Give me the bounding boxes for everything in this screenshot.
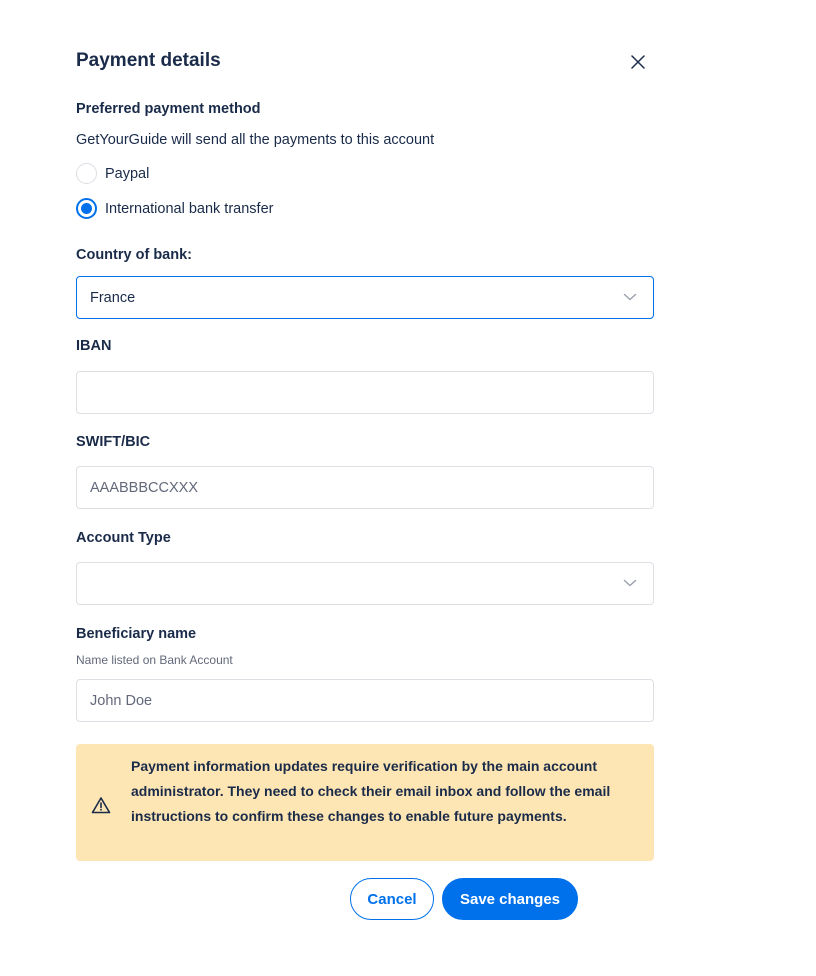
close-icon[interactable] — [628, 52, 648, 72]
cancel-button[interactable]: Cancel — [350, 878, 434, 920]
preferred-method-description: GetYourGuide will send all the payments to this account — [76, 132, 435, 148]
swift-input[interactable] — [90, 480, 610, 496]
notice-text: Payment information updates require verification by the main account administrator. They need to check their email inbox and follow the email instructions to confirm these changes to enable future payments. — [131, 758, 611, 824]
country-select[interactable] — [76, 276, 654, 319]
chevron-down-icon — [623, 578, 637, 588]
warning-icon — [91, 796, 111, 814]
beneficiary-label: Beneficiary name — [76, 626, 197, 642]
verification-notice — [76, 744, 654, 861]
preferred-method-label: Preferred payment method — [76, 101, 261, 117]
account-type-label: Account Type — [76, 530, 171, 546]
radio-option-bank-transfer[interactable] — [76, 198, 273, 219]
modal-title: Payment details — [76, 50, 221, 71]
iban-input[interactable] — [90, 385, 610, 401]
beneficiary-input[interactable] — [90, 693, 610, 709]
account-type-select[interactable] — [76, 562, 654, 605]
radio-paypal[interactable] — [76, 163, 97, 184]
country-value: France — [90, 289, 136, 306]
save-changes-button[interactable]: Save changes — [442, 878, 578, 920]
radio-label-bank-transfer: International bank transfer — [105, 200, 274, 217]
beneficiary-sublabel: Name listed on Bank Account — [76, 653, 233, 667]
chevron-down-icon — [623, 292, 637, 302]
country-label: Country of bank: — [76, 247, 192, 263]
iban-label: IBAN — [76, 338, 112, 354]
radio-label-paypal: Paypal — [105, 165, 150, 182]
radio-bank-transfer[interactable] — [76, 198, 97, 219]
radio-option-paypal[interactable] — [76, 163, 149, 184]
swift-label: SWIFT/BIC — [76, 434, 151, 450]
iban-field[interactable] — [76, 371, 654, 414]
close-icon-graphic — [628, 52, 648, 72]
beneficiary-field[interactable] — [76, 679, 654, 722]
swift-field[interactable] — [76, 466, 654, 509]
